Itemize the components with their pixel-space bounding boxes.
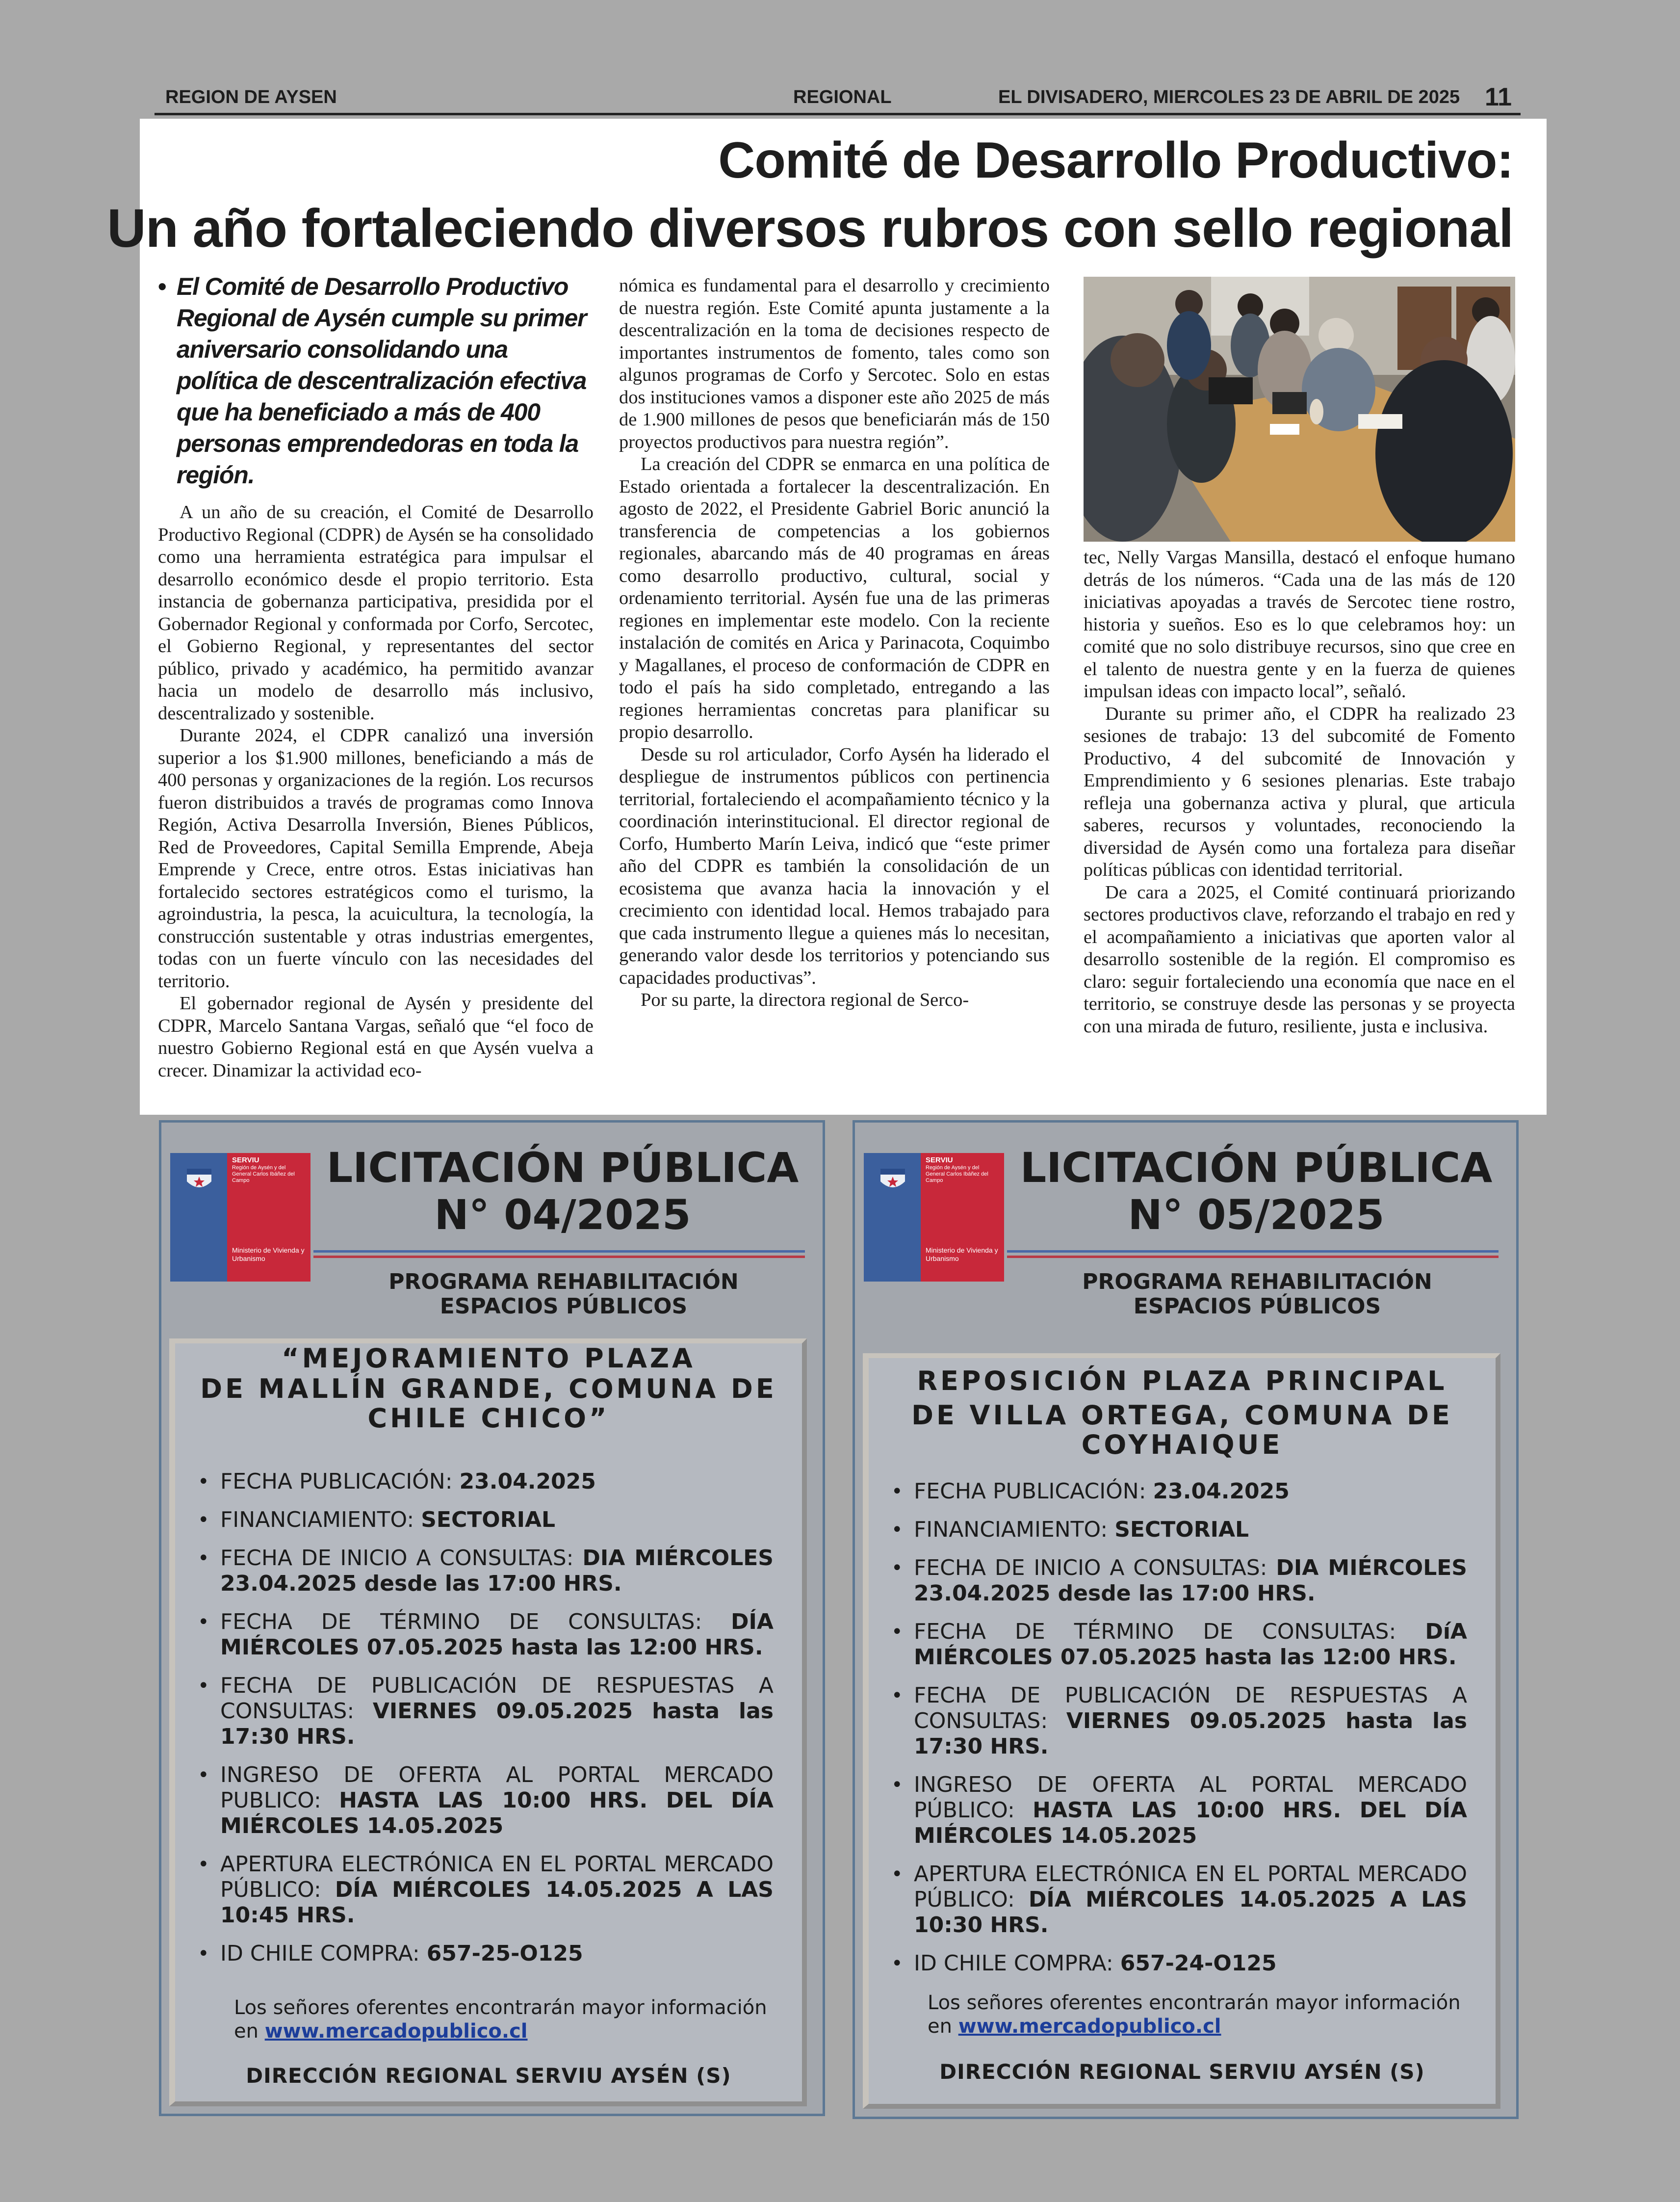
detail-item: • FECHA DE TÉRMINO DE CONSULTAS: DÍA MIÉRCOLES 07.05.2025 hasta las 12:00 HRS.: [198, 1609, 774, 1660]
detail-item: • FECHA DE TÉRMINO DE CONSULTAS: DíA MIÉRCOLES 07.05.2025 hasta las 12:00 HRS.: [891, 1619, 1467, 1670]
article-column-1: [158, 271, 594, 1082]
detail-item: • APERTURA ELECTRÓNICA EN EL PORTAL MERCADO PÚBLICO: DÍA MIÉRCOLES 14.05.2025 A LAS 10:45 HRS.: [198, 1852, 774, 1928]
paragraph: El gobernador regional de Aysén y presidente del CDPR, Marcelo Santana Vargas, señaló que “el foco de nuestro Gobierno Regional está en que Aysén vuelva a crecer. Dinamizar la actividad eco-: [158, 993, 594, 1081]
project-title-line3: CHILE CHICO”: [367, 1403, 610, 1434]
serviu-logo: [864, 1153, 1004, 1282]
tender-details-list: [888, 1479, 1467, 1989]
article-panel: [107, 119, 1547, 1115]
meeting-photo: [1084, 277, 1515, 542]
detail-item: • FINANCIAMIENTO: SECTORIAL: [891, 1517, 1249, 1542]
program-line2: ESPACIOS PÚBLICOS: [1133, 1294, 1381, 1319]
detail-item: • FECHA DE INICIO A CONSULTAS: DIA MIÉRCOLES 23.04.2025 desde las 17:00 HRS.: [891, 1555, 1467, 1606]
tender-title: LICITACIÓN PÚBLICA: [1020, 1144, 1493, 1192]
logo-region: Región de Aysén y del General Carlos Ibáñez del Campo: [926, 1165, 988, 1183]
detail-item: • FECHA PUBLICACIÓN: 23.04.2025: [891, 1479, 1290, 1504]
paragraph: Por su parte, la directora regional de Serco-: [641, 990, 969, 1010]
program-line1: PROGRAMA REHABILITACIÓN: [388, 1269, 739, 1294]
paragraph: La creación del CDPR se enmarca en una política de Estado orientada a fortalecer la descentralización. En agosto de 2022, el Presidente Gabriel Boric anunció la transferencia de competencias a los gobiernos regionales, abarcando más de 40 programas en áreas como desarrollo productivo, cultural, social y ordenamiento territorial. Aysén fue una de las primeras regiones en implementar este modelo. Con la reciente instalación de comités en Arica y Parinacota, Coquimbo y Magallanes, el proceso de conformación de CDPR en todo el país ha sido completado, entregando a las regiones herramientas concretas para planificar su propio desarrollo.: [619, 454, 1050, 742]
lead-bullet: •: [158, 273, 166, 300]
detail-item: • INGRESO DE OFERTA AL PORTAL MERCADO PUBLICO: HASTA LAS 10:00 HRS. DEL DÍA MIÉRCOLES 14.05.2025: [198, 1762, 774, 1838]
detail-item: • FINANCIAMIENTO: SECTORIAL: [198, 1507, 556, 1532]
logo-ministry: Ministerio de Vivienda y Urbanismo: [232, 1246, 305, 1262]
issue-date: EL DIVISADERO, MIERCOLES 23 DE ABRIL DE 2025: [998, 87, 1460, 107]
tender-details-list: [195, 1469, 774, 1979]
chile-coat-of-arms-icon: [876, 1165, 910, 1194]
program-line2: ESPACIOS PÚBLICOS: [439, 1294, 688, 1319]
tender-notice-04: [159, 1120, 825, 2116]
more-info-note: Los señores oferentes encontrarán mayor información en www.mercadopublico.cl: [928, 1992, 1461, 2038]
project-title-line2: DE VILLA ORTEGA, COMUNA DE: [911, 1400, 1453, 1431]
lead-text: El Comité de Desarrollo Productivo Regional de Aysén cumple su primer aniversario consolidando una política de descentralización efectiva que ha beneficiado a más de 400 personas emprendedoras en toda la región.: [177, 273, 587, 489]
logo-region: Región de Aysén y del General Carlos Ibáñez del Campo: [232, 1165, 295, 1183]
project-title-line1: REPOSICIÓN PLAZA PRINCIPAL: [917, 1365, 1447, 1396]
tender-signature: DIRECCIÓN REGIONAL SERVIU AYSÉN (S): [939, 2060, 1425, 2084]
article-column-2: [619, 275, 1050, 1012]
paragraph: Durante 2024, el CDPR canalizó una inversión superior a los $1.900 millones, beneficiando a más de 400 personas y organizaciones de la región. Los recursos fueron distribuidos a través de programas como Innova Región, Activa Desarrolla Inversión, Bienes Públicos, Red de Proveedores, Capital Semilla Emprende, Abeja Emprende y Crece, entre otros. Estas iniciativas han fortalecido sectores estratégicos como el turismo, la agroindustria, la pesca, la acuicultura, la tecnología, la construcción sustentable y otras industrias emergentes, todas con un fuerte vínculo con las necesidades del territorio.: [158, 725, 594, 992]
serviu-logo: [170, 1153, 310, 1282]
mercadopublico-link[interactable]: www.mercadopublico.cl: [958, 2015, 1221, 2038]
tender-details-box: [863, 1353, 1500, 2109]
project-title-line1: “MEJORAMIENTO PLAZA: [282, 1343, 696, 1374]
logo-serviu: SERVIU: [926, 1156, 953, 1164]
tender-number: N° 05/2025: [1128, 1191, 1385, 1239]
headline-line1: Comité de Desarrollo Productivo:: [718, 132, 1513, 189]
project-title-line3: COYHAIQUE: [1081, 1429, 1283, 1460]
project-title-line2: DE MALLÍN GRANDE, COMUNA DE: [200, 1373, 777, 1404]
paragraph: nómica es fundamental para el desarrollo y crecimiento de nuestra región. Este Comité apunta justamente a la descentralización en la toma de decisiones respecto de importantes instrumentos de fomento, tales como son algunos programas de Corfo y Sercotec. Solo en estas dos instituciones vamos a disponer este año 2025 de más de 1.900 millones de pesos que beneficiarán más de 150 proyectos productivos para nuestra región”.: [619, 275, 1050, 452]
article-column-3: [1084, 547, 1515, 1038]
page-number: 11: [1485, 83, 1512, 111]
tender-number: N° 04/2025: [434, 1191, 691, 1239]
title-divider: [1007, 1250, 1499, 1258]
detail-item: • FECHA DE INICIO A CONSULTAS: DIA MIÉRCOLES 23.04.2025 desde las 17:00 HRS.: [198, 1546, 774, 1596]
paragraph: tec, Nelly Vargas Mansilla, destacó el enfoque humano detrás de los números. “Cada una de las más de 120 iniciativas apoyadas a través de Sercotec tiene rostro, historia y sueños. Eso es lo que celebramos hoy: un comité que no solo distribuye recursos, sino que cree en el talento de nuestra gente y en la fuerza de quienes impulsan ideas con impacto local”, señaló.: [1084, 547, 1515, 702]
paragraph: A un año de su creación, el Comité de Desarrollo Productivo Regional (CDPR) de Aysén se ha consolidado como una herramienta estratégica para impulsar el desarrollo económico desde el propio territorio. Esta instancia de gobernanza participativa, presidida por el Gobernador Regional y conformada por Corfo, Sercotec, el Gobierno Regional, y representantes del sector público, privado y académico, ha permitido avanzar hacia un modelo de desarrollo más inclusivo, descentralizado y sostenible.: [158, 502, 594, 724]
detail-item: • FECHA PUBLICACIÓN: 23.04.2025: [198, 1469, 596, 1494]
logo-ministry: Ministerio de Vivienda y Urbanismo: [926, 1246, 998, 1262]
section-label: REGION DE AYSEN: [165, 87, 337, 107]
paragraph: De cara a 2025, el Comité continuará priorizando sectores productivos clave, reforzando el trabajo en red y el acompañamiento a iniciativas que aporten valor al desarrollo sostenible de la región. El compromiso es claro: seguir fortaleciendo una economía que nace en el territorio, se construye desde las personas y se proyecta con una mirada de futuro, resiliente, justa e inclusiva.: [1084, 882, 1515, 1037]
detail-item: • APERTURA ELECTRÓNICA EN EL PORTAL MERCADO PÚBLICO: DÍA MIÉRCOLES 14.05.2025 A LAS 10:30 HRS.: [891, 1861, 1467, 1938]
page-header: [155, 79, 1521, 115]
detail-item: • FECHA DE PUBLICACIÓN DE RESPUESTAS A CONSULTAS: VIERNES 09.05.2025 hasta las 17:30 HRS.: [198, 1673, 774, 1749]
tender-notice-05: [853, 1120, 1519, 2119]
tender-title: LICITACIÓN PÚBLICA: [326, 1144, 799, 1192]
headline-line2: Un año fortaleciendo diversos rubros con sello regional: [107, 198, 1513, 259]
chile-coat-of-arms-icon: [182, 1165, 216, 1194]
category-label: REGIONAL: [793, 87, 892, 107]
paragraph: Desde su rol articulador, Corfo Aysén ha liderado el despliegue de instrumentos públicos con pertinencia territorial, fortaleciendo el acompañamiento técnico y la coordinación interinstitucional. El director regional de Corfo, Humberto Marín Leiva, indicó que “este primer año del CDPR es también la consolidación de un ecosistema que avanza hacia la innovación y el crecimiento con identidad local. Hemos trabajado para que cada instrumento llegue a quienes más lo necesitan, generando valor desde los territorios y potenciando sus capacidades productivas”.: [619, 744, 1050, 988]
detail-item: • INGRESO DE OFERTA AL PORTAL MERCADO PÚBLICO: HASTA LAS 10:00 HRS. DEL DÍA MIÉRCOLES 14.05.2025: [891, 1772, 1467, 1848]
title-divider: [313, 1250, 805, 1258]
paragraph: Durante su primer año, el CDPR ha realizado 23 sesiones de trabajo: 13 del subcomité de Fomento Productivo, 4 del subcomité de Innovación y Emprendimiento y 6 sesiones plenarias. Este trabajo refleja una gobernanza activa y plural, que articula saberes, recursos y voluntades, reconociendo la diversidad de Aysén como una fortaleza para diseñar políticas públicas con identidad territorial.: [1084, 703, 1515, 880]
logo-serviu: SERVIU: [232, 1156, 259, 1164]
more-info-note: Los señores oferentes encontrarán mayor información en www.mercadopublico.cl: [234, 1996, 767, 2043]
article-lead: [158, 271, 594, 491]
detail-item: • ID CHILE COMPRA: 657-24-O125: [891, 1951, 1277, 1976]
program-line1: PROGRAMA REHABILITACIÓN: [1082, 1269, 1432, 1294]
detail-item: • ID CHILE COMPRA: 657-25-O125: [198, 1941, 583, 1966]
mercadopublico-link[interactable]: www.mercadopublico.cl: [264, 2020, 528, 2043]
tender-signature: DIRECCIÓN REGIONAL SERVIU AYSÉN (S): [246, 2064, 731, 2088]
tender-details-box: [169, 1338, 807, 2106]
detail-item: • FECHA DE PUBLICACIÓN DE RESPUESTAS A CONSULTAS: VIERNES 09.05.2025 hasta las 17:30 HRS.: [891, 1683, 1467, 1759]
